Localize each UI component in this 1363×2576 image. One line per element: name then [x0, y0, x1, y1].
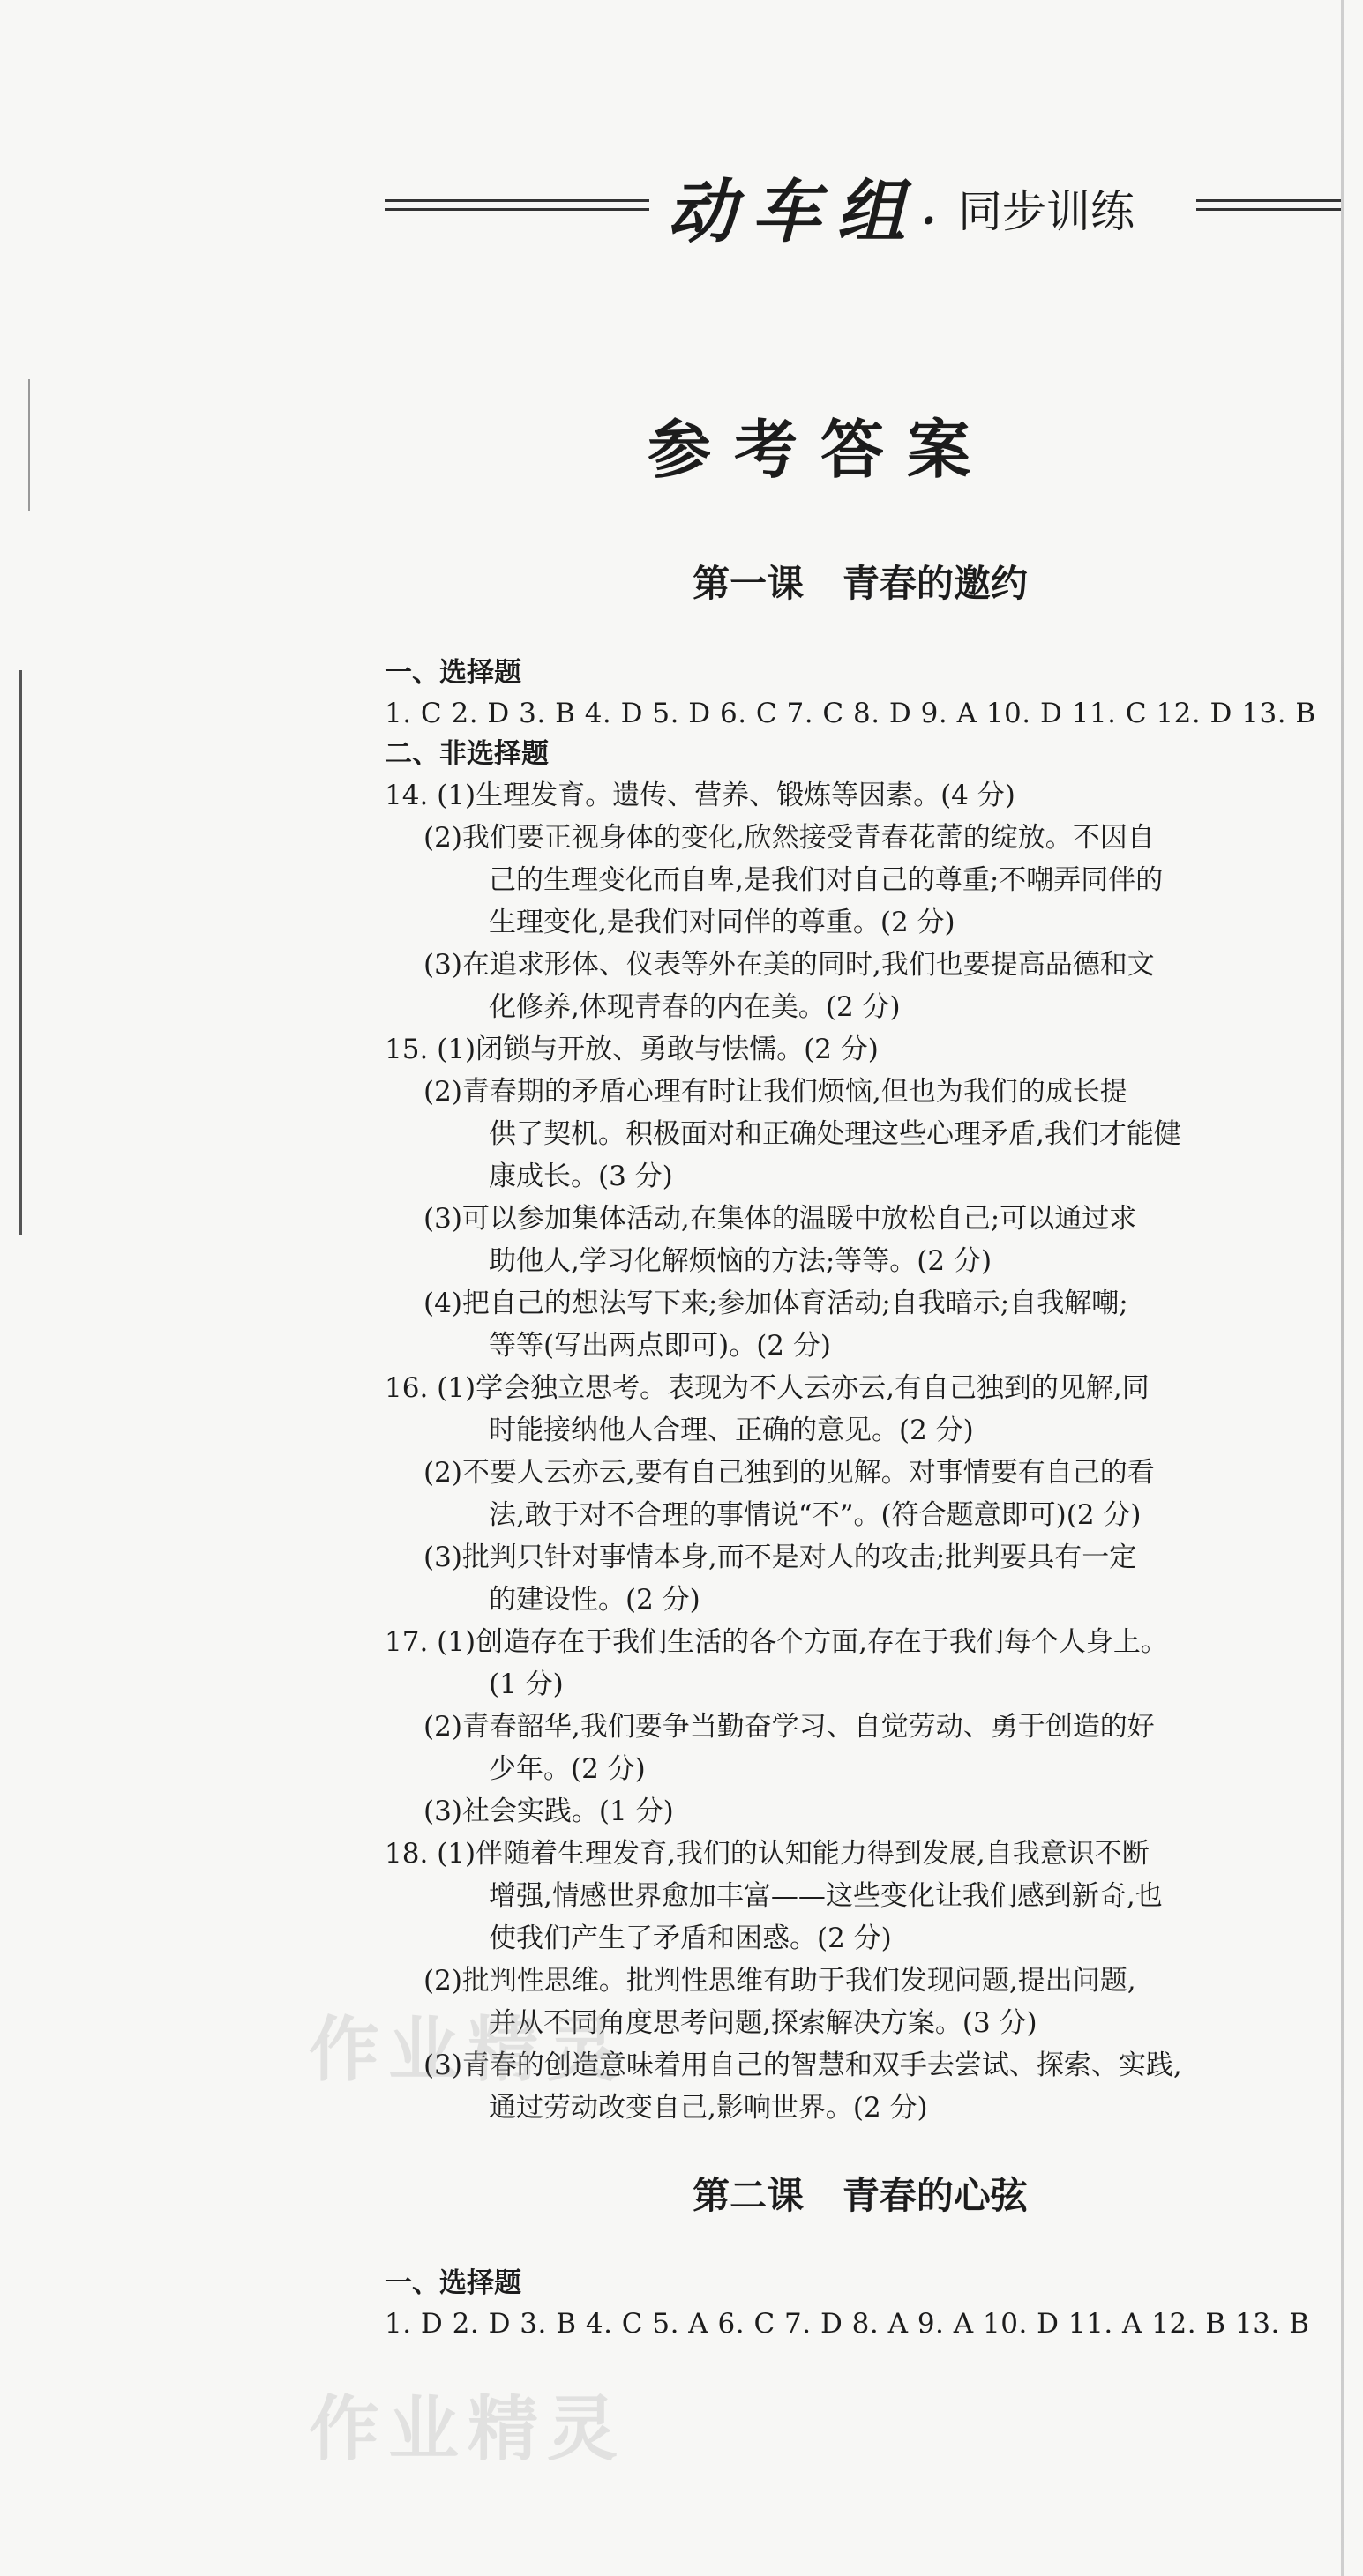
answer-line: 14. (1)生理发育。遗传、营养、锻炼等因素。(4 分)	[385, 780, 1015, 811]
answer-line: (2)青春韶华,我们要争当勤奋学习、自觉劳动、勇于创造的好	[423, 1711, 1155, 1743]
answer-line: 己的生理变化而自卑,是我们对自己的尊重;不嘲弄同伴的	[489, 864, 1164, 896]
answer-line: 使我们产生了矛盾和困惑。(2 分)	[489, 1923, 892, 1954]
answer-line: 17. (1)创造存在于我们生活的各个方面,存在于我们每个人身上。	[385, 1626, 1168, 1658]
header-rule-left	[385, 199, 649, 202]
answer-line: 康成长。(3 分)	[489, 1161, 673, 1192]
answer-line: 生理变化,是我们对同伴的尊重。(2 分)	[489, 907, 955, 938]
answer-line: (3)批判只针对事情本身,而不是对人的攻击;批判要具有一定	[423, 1542, 1137, 1573]
answer-line: (2)我们要正视身体的变化,欣然接受青春花蕾的绽放。不因自	[423, 822, 1155, 854]
answer-line: 时能接纳他人合理、正确的意见。(2 分)	[489, 1415, 974, 1446]
lesson2-title: 第二课 青春的心弦	[693, 2174, 1028, 2217]
answer-line: (3)可以参加集体活动,在集体的温暖中放松自己;可以通过求	[423, 1203, 1137, 1235]
lesson2-section-choice: 一、选择题	[385, 2267, 521, 2299]
answer-line: (2)不要人云亦云,要有自己独到的见解。对事情要有自己的看	[423, 1457, 1155, 1489]
lesson1-content	[385, 653, 1316, 2129]
answer-line: 的建设性。(2 分)	[489, 1584, 700, 1616]
lesson1-section-choice: 一、选择题	[385, 657, 521, 689]
answer-line: 助他人,学习化解烦恼的方法;等等。(2 分)	[489, 1245, 992, 1277]
answer-line: (3)在追求形体、仪表等外在美的同时,我们也要提高品德和文	[423, 949, 1155, 981]
answer-line: 等等(写出两点即可)。(2 分)	[489, 1330, 831, 1362]
lesson1-section-nonchoice: 二、非选择题	[385, 738, 549, 770]
header-rule-right-2	[1196, 208, 1341, 211]
answer-line: 增强,情感世界愈加丰富——这些变化让我们感到新奇,也	[489, 1880, 1163, 1912]
answer-line: (3)青春的创造意味着用自己的智慧和双手去尝试、探索、实践,	[423, 2050, 1182, 2081]
header	[385, 173, 1363, 252]
answer-line: (4)把自己的想法写下来;参加体育活动;自我暗示;自我解嘲;	[423, 1288, 1128, 1319]
answer-line: 供了契机。积极面对和正确处理这些心理矛盾,我们才能健	[489, 1118, 1181, 1150]
answer-line: (2)青春期的矛盾心理有时让我们烦恼,但也为我们的成长提	[423, 1076, 1127, 1108]
watermark: 作业精灵	[309, 2388, 626, 2470]
answer-line: 并从不同角度思考问题,探索解决方案。(3 分)	[489, 2007, 1037, 2039]
answer-line: 15. (1)闭锁与开放、勇敢与怯懦。(2 分)	[385, 1034, 879, 1065]
series-name: 同步训练	[958, 186, 1135, 237]
answer-line: (2)批判性思维。批判性思维有助于我们发现问题,提出问题,	[423, 1965, 1136, 1997]
watermark: 作业精灵	[309, 2009, 626, 2091]
header-rule-right	[1196, 199, 1341, 202]
page-edge-shadow	[1341, 0, 1344, 2576]
brand-logo: 动车组·	[667, 172, 937, 252]
answer-line: 通过劳动改变自己,影响世界。(2 分)	[489, 2092, 928, 2124]
answer-line: 少年。(2 分)	[489, 1753, 646, 1785]
lesson2-content	[385, 2263, 1310, 2344]
answer-line: 化修养,体现青春的内在美。(2 分)	[489, 991, 901, 1023]
header-rule-left-2	[385, 208, 649, 211]
answer-line: 法,敢于对不合理的事情说“不”。(符合题意即可)(2 分)	[489, 1499, 1142, 1531]
lesson1-title: 第一课 青春的邀约	[693, 562, 1028, 605]
answer-line: 16. (1)学会独立思考。表现为不人云亦云,有自己独到的见解,同	[385, 1372, 1150, 1404]
answer-line: (3)社会实践。(1 分)	[423, 1796, 674, 1827]
page-title: 参考答案	[647, 412, 993, 487]
answer-line: (1 分)	[489, 1669, 564, 1700]
answer-line: 18. (1)伴随着生理发育,我们的认知能力得到发展,自我意识不断	[385, 1838, 1150, 1870]
lesson2-choice-answers: 1. D 2. D 3. B 4. C 5. A 6. C 7. D 8. A 9. A 10. D 11. A 12. B 13. B	[385, 2308, 1310, 2340]
lesson1-choice-answers: 1. C 2. D 3. B 4. D 5. D 6. C 7. C 8. D 9. A 10. D 11. C 12. D 13. B	[385, 698, 1316, 729]
binding-mark	[19, 670, 22, 1235]
